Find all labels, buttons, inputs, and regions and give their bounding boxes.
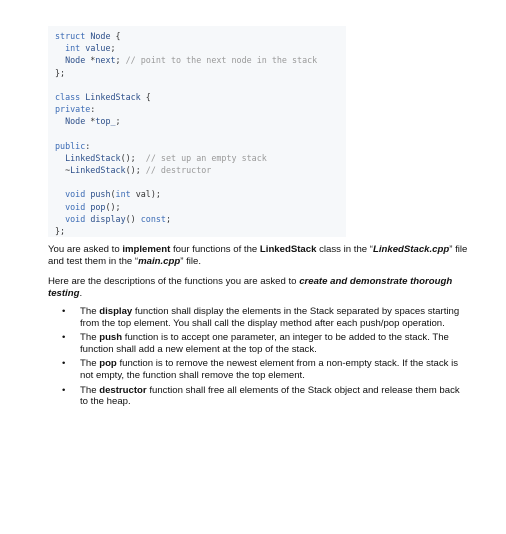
code-token: : xyxy=(90,104,96,115)
code-line xyxy=(55,30,346,42)
intro-text-g: ” file and test them in the “ xyxy=(48,244,468,267)
code-token: ~ xyxy=(55,165,71,176)
code-token: struct xyxy=(55,31,86,41)
code-token: display xyxy=(90,213,126,224)
code-line xyxy=(55,54,346,66)
code-token: int xyxy=(65,43,81,54)
code-token: int xyxy=(115,189,131,200)
code-token: // set up an empty stack xyxy=(145,152,267,163)
code-token: Node xyxy=(65,55,86,66)
code-token xyxy=(55,116,65,126)
intro-text-c: four functions of the xyxy=(170,244,260,255)
intro-paragraph xyxy=(48,244,468,267)
intro-file-linkedstack: LinkedStack.cpp xyxy=(372,244,450,255)
code-line xyxy=(55,67,346,79)
code-token: }; xyxy=(55,67,66,78)
code-line xyxy=(55,225,346,237)
code-token: LinkedStack xyxy=(65,152,121,163)
code-token: LinkedStack xyxy=(85,91,141,102)
code-line xyxy=(55,188,346,200)
code-token: private xyxy=(55,104,91,115)
code-token: : xyxy=(85,140,91,151)
code-token: push xyxy=(90,189,111,200)
item-text: function shall display the elements in the Stack separated by spaces starting from the top element. You shall call the display method after each push/pop operation. xyxy=(80,306,460,329)
code-token xyxy=(55,55,65,65)
code-token: * xyxy=(85,116,96,127)
code-token xyxy=(55,153,65,163)
code-line xyxy=(55,42,346,54)
code-token: class xyxy=(55,91,81,102)
code-token: val); xyxy=(130,189,161,200)
code-token: (); xyxy=(105,201,121,212)
bullet-icon: • xyxy=(62,332,66,344)
code-line xyxy=(55,115,346,127)
item-text: function shall free all elements of the Stack object and release them back to the heap. xyxy=(80,384,460,408)
list-item xyxy=(62,385,462,408)
item-function-name: display xyxy=(99,306,133,317)
item-text: The xyxy=(80,358,100,370)
code-token: ; xyxy=(115,116,121,127)
code-token: // point to the next node in the stack xyxy=(125,55,318,66)
code-token: value xyxy=(85,43,111,54)
code-token: Node xyxy=(65,116,86,127)
bullet-icon: • xyxy=(62,306,66,317)
code-line xyxy=(55,213,346,225)
item-text: function is to accept one parameter, an integer to be added to the stack. The function shall add a new element at the top of the stack. xyxy=(80,332,449,355)
code-token: Node xyxy=(90,31,111,41)
code-token: const xyxy=(140,213,166,224)
code-token: pop xyxy=(90,201,106,212)
code-token: { xyxy=(140,91,151,102)
bullet-icon: • xyxy=(62,384,66,396)
code-token: (); xyxy=(120,152,146,163)
intro-text-i: ” file. xyxy=(180,255,202,267)
code-token: top_ xyxy=(95,116,116,127)
code-line xyxy=(55,176,346,188)
code-line xyxy=(55,103,346,115)
code-token: ; xyxy=(165,213,172,224)
code-block xyxy=(48,26,346,237)
intro-text-e: class in the “ xyxy=(316,244,373,255)
code-token xyxy=(55,214,65,224)
code-token xyxy=(55,189,65,199)
code-token: }; xyxy=(55,226,66,236)
code-token: LinkedStack xyxy=(70,165,126,176)
item-text: The xyxy=(80,384,100,396)
list-item xyxy=(62,306,462,329)
code-token: { xyxy=(110,31,121,41)
code-token xyxy=(55,202,65,212)
desc-text-a: Here are the descriptions of the functions you are asked to xyxy=(48,276,300,287)
code-token: // destructor xyxy=(145,165,212,176)
code-token: void xyxy=(65,213,86,224)
code-token: next xyxy=(95,55,116,66)
intro-text-a: You are asked to xyxy=(48,244,123,255)
item-function-name: pop xyxy=(99,358,117,370)
code-line xyxy=(55,128,346,140)
code-token: void xyxy=(65,189,86,200)
code-line xyxy=(55,152,346,164)
code-line xyxy=(55,201,346,213)
intro-implement: implement xyxy=(122,244,171,255)
function-list xyxy=(62,306,462,411)
item-function-name: destructor xyxy=(99,384,147,396)
descriptions-paragraph xyxy=(48,276,468,299)
code-token: * xyxy=(85,55,96,66)
code-line xyxy=(55,140,346,152)
code-token: public xyxy=(55,140,86,151)
list-item xyxy=(62,358,462,381)
code-token: ; xyxy=(110,43,116,54)
item-text: The xyxy=(80,332,100,344)
code-token: void xyxy=(65,201,86,212)
item-text: The xyxy=(80,306,100,317)
code-line xyxy=(55,79,346,91)
list-item xyxy=(62,332,462,355)
bullet-icon: • xyxy=(62,358,66,370)
code-token: () xyxy=(125,213,141,224)
desc-text-c: . xyxy=(79,287,83,299)
item-function-name: push xyxy=(99,332,123,344)
code-token: (); xyxy=(125,165,146,176)
code-line xyxy=(55,164,346,176)
code-token xyxy=(55,43,65,53)
code-token: ( xyxy=(110,189,116,200)
desc-emphasis: create and demonstrate thorough testing xyxy=(48,276,453,299)
code-token: ; xyxy=(115,55,126,66)
code-line xyxy=(55,91,346,103)
intro-file-main: main.cpp xyxy=(138,255,181,267)
intro-class-name: LinkedStack xyxy=(259,244,317,255)
item-text: function is to remove the newest element from a non-empty stack. If the stack is not empty, the function shall remove the top element. xyxy=(80,358,459,381)
